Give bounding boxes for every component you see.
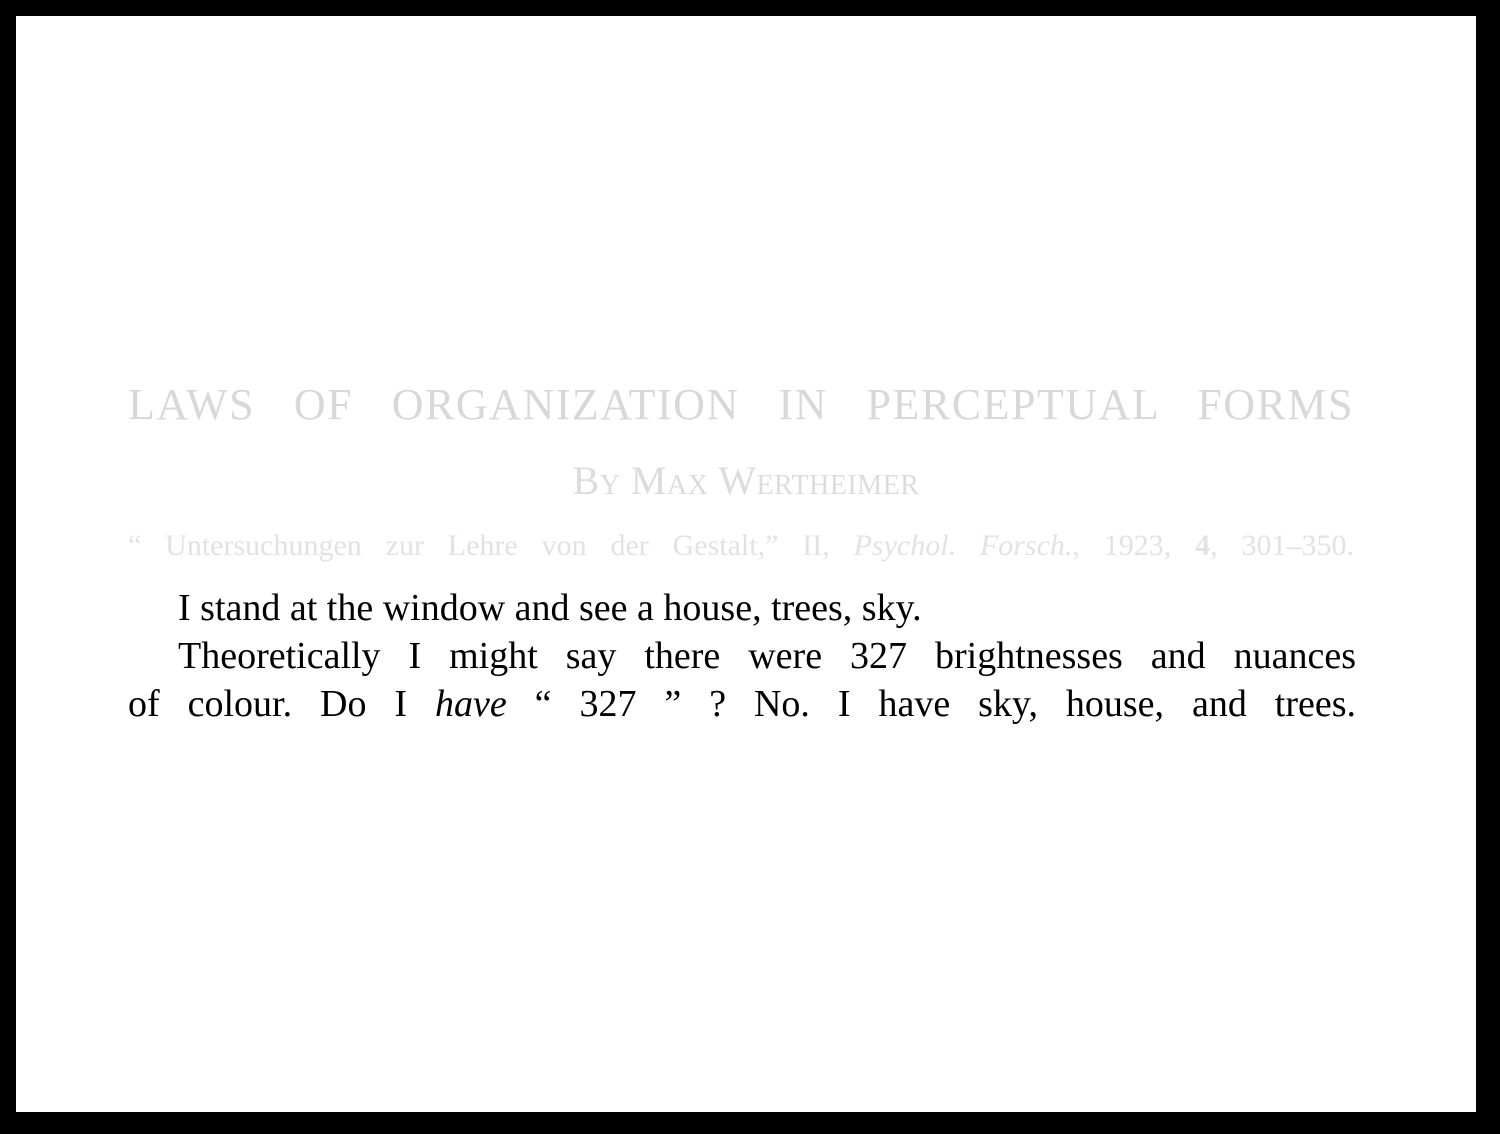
citation-year: , 1923, <box>1072 529 1196 562</box>
citation-prefix: “ Untersuchungen zur Lehre von der Gestalt,” II, <box>128 529 854 562</box>
emphasized-word: have <box>434 683 507 725</box>
paragraph-2-line-2-end: “ 327 ” ? No. I have sky, house, and trees. <box>506 683 1356 725</box>
paragraph-2-line-1: Theoretically I might say there were 327 brightnesses and nuances <box>178 635 1356 677</box>
author-byline: By Max Wertheimer <box>572 458 920 503</box>
citation-journal: Psychol. Forsch. <box>853 529 1073 562</box>
citation-volume: 4 <box>1195 529 1211 562</box>
paragraph-2-line-2 <box>128 680 1356 728</box>
paragraph-1: I stand at the window and see a house, trees, sky. <box>178 587 922 629</box>
document-page <box>16 16 1476 1112</box>
citation-pages: , 301–350. <box>1210 529 1354 562</box>
body-text <box>128 584 1356 728</box>
article-title: LAWS OF ORGANIZATION IN PERCEPTUAL FORMS <box>128 380 1354 429</box>
source-citation <box>128 526 1354 566</box>
paragraph-2-line-2-start: of colour. Do I <box>128 683 435 725</box>
